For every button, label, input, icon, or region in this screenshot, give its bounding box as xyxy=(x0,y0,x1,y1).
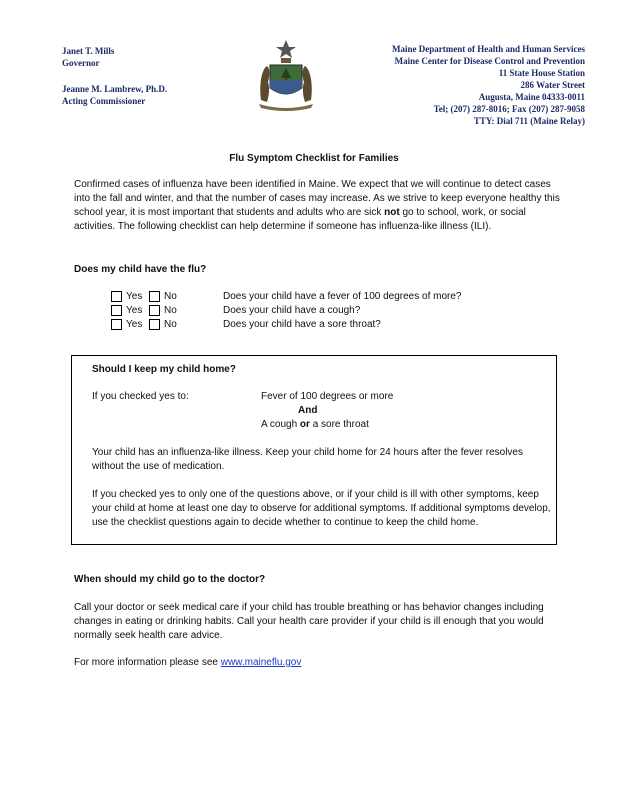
department-name: Maine Department of Health and Human Services xyxy=(392,44,585,54)
checkbox-fever-no[interactable] xyxy=(149,291,160,302)
no-label: No xyxy=(164,319,177,330)
yes-label: Yes xyxy=(126,291,143,302)
governor-title: Governor xyxy=(62,58,100,68)
box-paragraph-one-symptom: If you checked yes to only one of the questions above, or if your child is ill with other symptoms, keep your child at home at least one day to observe for additional symptoms. If additional symptoms develop, use the checklist questions again to decide whether to continue to keep the child home. xyxy=(92,489,551,528)
cdc-name: Maine Center for Disease Control and Prevention xyxy=(394,56,585,66)
condition-cough-throat: A cough or a sore throat xyxy=(261,419,369,430)
header-officials xyxy=(62,45,167,107)
checkbox-throat-no[interactable] xyxy=(149,319,160,330)
box-heading: Should I keep my child home? xyxy=(92,364,236,375)
tty: TTY: Dial 711 (Maine Relay) xyxy=(473,116,585,126)
checkbox-throat-yes[interactable] xyxy=(111,319,122,330)
address-line-1: 11 State House Station xyxy=(498,68,585,78)
yes-label: Yes xyxy=(126,305,143,316)
keep-home-box xyxy=(71,355,557,545)
phone-fax: Tel; (207) 287-8016; Fax (207) 287-9058 xyxy=(433,104,585,114)
box-paragraph-ili: Your child has an influenza-like illness. Keep your child home for 24 hours after the fever resolves without the use of medication. xyxy=(92,447,523,472)
governor-name: Janet T. Mills xyxy=(62,46,115,56)
checked-label: If you checked yes to: xyxy=(92,391,189,402)
no-label: No xyxy=(164,305,177,316)
address-line-3: Augusta, Maine 04333-0011 xyxy=(478,92,585,102)
question-fever: Does your child have a fever of 100 degrees of more? xyxy=(223,291,462,302)
section-heading-flu: Does my child have the flu? xyxy=(74,264,207,275)
commissioner-title: Acting Commissioner xyxy=(62,96,146,106)
question-sore-throat: Does your child have a sore throat? xyxy=(223,319,381,330)
yes-label: Yes xyxy=(126,319,143,330)
checkbox-fever-yes[interactable] xyxy=(111,291,122,302)
question-cough: Does your child have a cough? xyxy=(223,305,361,316)
checkbox-cough-no[interactable] xyxy=(149,305,160,316)
maineflu-link[interactable]: www.maineflu.gov xyxy=(220,657,302,668)
header-department xyxy=(392,43,585,127)
condition-and: And xyxy=(298,405,318,416)
condition-fever: Fever of 100 degrees or more xyxy=(261,391,394,402)
checkbox-cough-yes[interactable] xyxy=(111,305,122,316)
doctor-paragraph: Call your doctor or seek medical care if your child has trouble breathing or has behavior changes including changes in eating or drinking habits. Call your health care provider if your child is ill enough that you would normally seek health care advice. xyxy=(74,602,544,641)
no-label: No xyxy=(164,291,177,302)
commissioner-name: Jeanne M. Lambrew, Ph.D. xyxy=(62,84,168,94)
intro-paragraph: Confirmed cases of influenza have been identified in Maine. We expect that we will continue to detect cases into the fall and winter, and that the number of cases may increase. As we strive to keep everyone healthy this school year, it is most important that students and adults who are sick not go to school, work, or social activities. The following checklist can help determine if someone has influenza-like illness (ILI). xyxy=(74,179,560,232)
section-heading-doctor: When should my child go to the doctor? xyxy=(74,574,266,585)
address-line-2: 286 Water Street xyxy=(520,80,585,90)
maine-state-seal-icon xyxy=(253,38,319,112)
more-info-line: For more information please see www.maineflu.gov xyxy=(74,657,302,668)
page-title: Flu Symptom Checklist for Families xyxy=(229,153,399,164)
